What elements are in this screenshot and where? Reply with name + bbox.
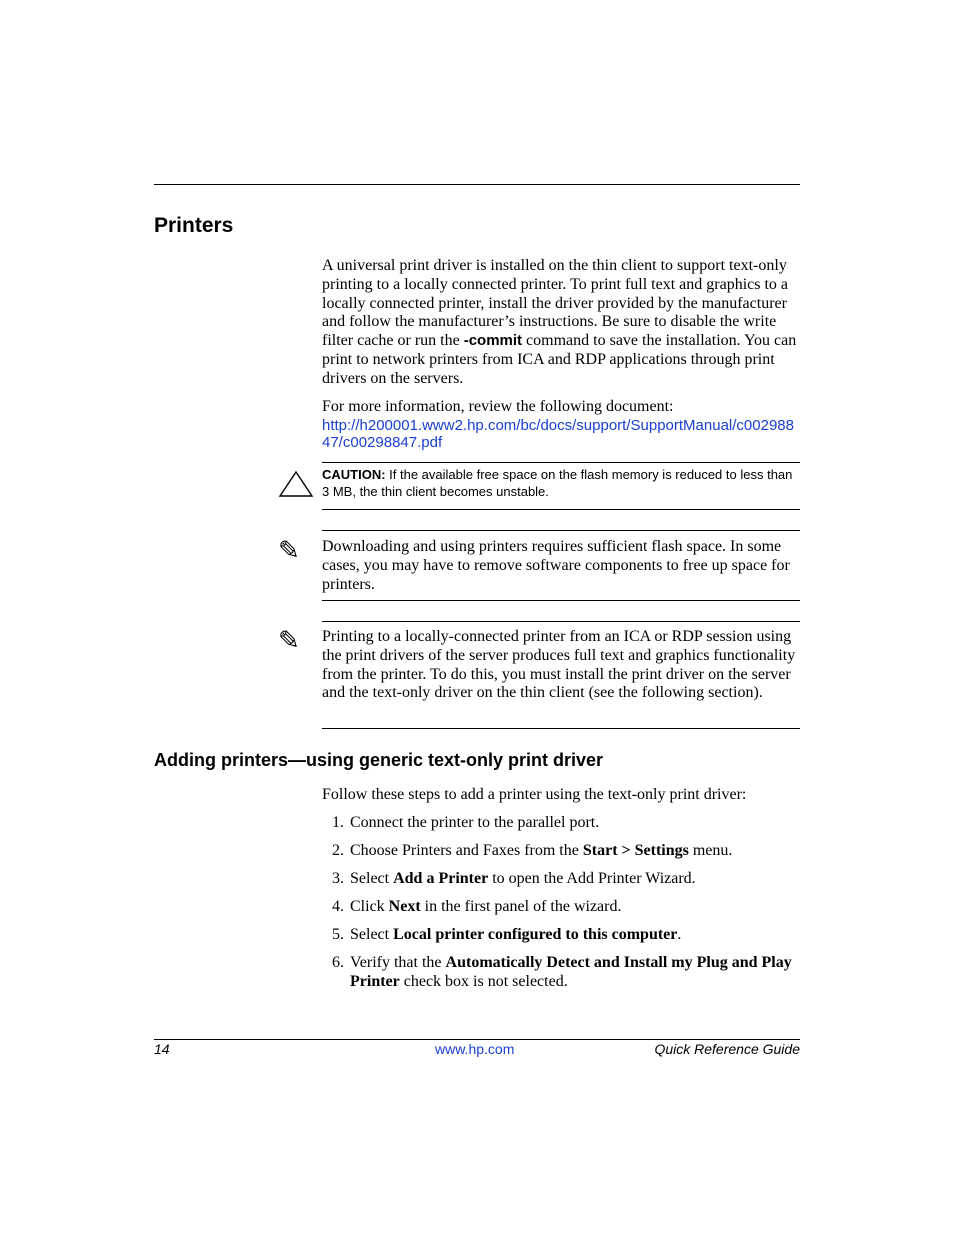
- footer-rule: [154, 1039, 800, 1040]
- list-item: 6. Verify that the Automatically Detect and Install my Plug and Play Printer check box is not selected.: [332, 954, 792, 990]
- caution-text: [322, 466, 800, 500]
- list-item: 4. Click Next in the first panel of the wizard.: [332, 898, 622, 916]
- note-2-text: Printing to a locally-connected printer from an ICA or RDP session using the print drivers of the server produces full text and graphics functionality from the printer. To do this, you must install the print driver on the server and the text-only driver on the thin client (see the following section).: [322, 628, 796, 702]
- intro-text-b: command to save the installation. You can print to network printers from ICA and RDP applications through print drivers on the servers.: [322, 332, 797, 387]
- note2-bottom-rule: [322, 728, 800, 729]
- steps-intro: Follow these steps to add a printer using the text-only print driver:: [322, 786, 747, 803]
- note1-top-rule: [322, 530, 800, 531]
- section-title: Printers: [154, 214, 234, 237]
- note-1: [322, 538, 800, 594]
- caution-label: CAUTION:: [322, 467, 386, 482]
- support-manual-link[interactable]: http://h200001.www2.hp.com/bc/docs/support/SupportManual/c00298847/c00298847.pdf: [322, 416, 794, 451]
- footer-url-link[interactable]: www.hp.com: [435, 1041, 515, 1057]
- note-1-text: Downloading and using printers requires sufficient flash space. In some cases, you may have to remove software components to free up space for printers.: [322, 538, 790, 593]
- caution-top-rule: [322, 462, 800, 463]
- list-item: 5. Select Local printer configured to this computer.: [332, 926, 682, 944]
- subsection-title: Adding printers—using generic text-only print driver: [154, 750, 604, 770]
- list-item: 1. Connect the printer to the parallel port.: [332, 814, 600, 832]
- list-item: 2. Choose Printers and Faxes from the Start > Settings menu.: [332, 842, 733, 860]
- more-info-paragraph: [322, 398, 800, 451]
- more-info-text: For more information, review the following document:: [322, 398, 674, 415]
- intro-text-a: A universal print driver is installed on the thin client to support text-only printing to a locally connected printer. To print full text and graphics to a locally connected printer, install the driver provided by the manufacturer and follow the manufacturer’s instructions. Be sure to disable the write filter cache or run the: [322, 257, 789, 350]
- note2-top-rule: [322, 621, 800, 622]
- pencil-note-icon: ✎: [278, 626, 300, 655]
- header-rule: [154, 184, 800, 185]
- intro-paragraph: [322, 257, 800, 389]
- warning-triangle-icon: [278, 470, 314, 498]
- page-number: 14: [154, 1041, 170, 1057]
- guide-title: Quick Reference Guide: [654, 1041, 800, 1057]
- steps-section: [322, 786, 800, 1001]
- caution-bottom-rule: [322, 509, 800, 510]
- note1-bottom-rule: [322, 600, 800, 601]
- note-2: [322, 628, 800, 703]
- caution-body: If the available free space on the flash memory is reduced to less than 3 MB, the thin client becomes unstable.: [322, 467, 793, 499]
- steps-list: [322, 814, 800, 992]
- list-item: 3. Select Add a Printer to open the Add Printer Wizard.: [332, 870, 696, 888]
- commit-command: -commit: [463, 332, 523, 350]
- pencil-note-icon: ✎: [278, 536, 300, 565]
